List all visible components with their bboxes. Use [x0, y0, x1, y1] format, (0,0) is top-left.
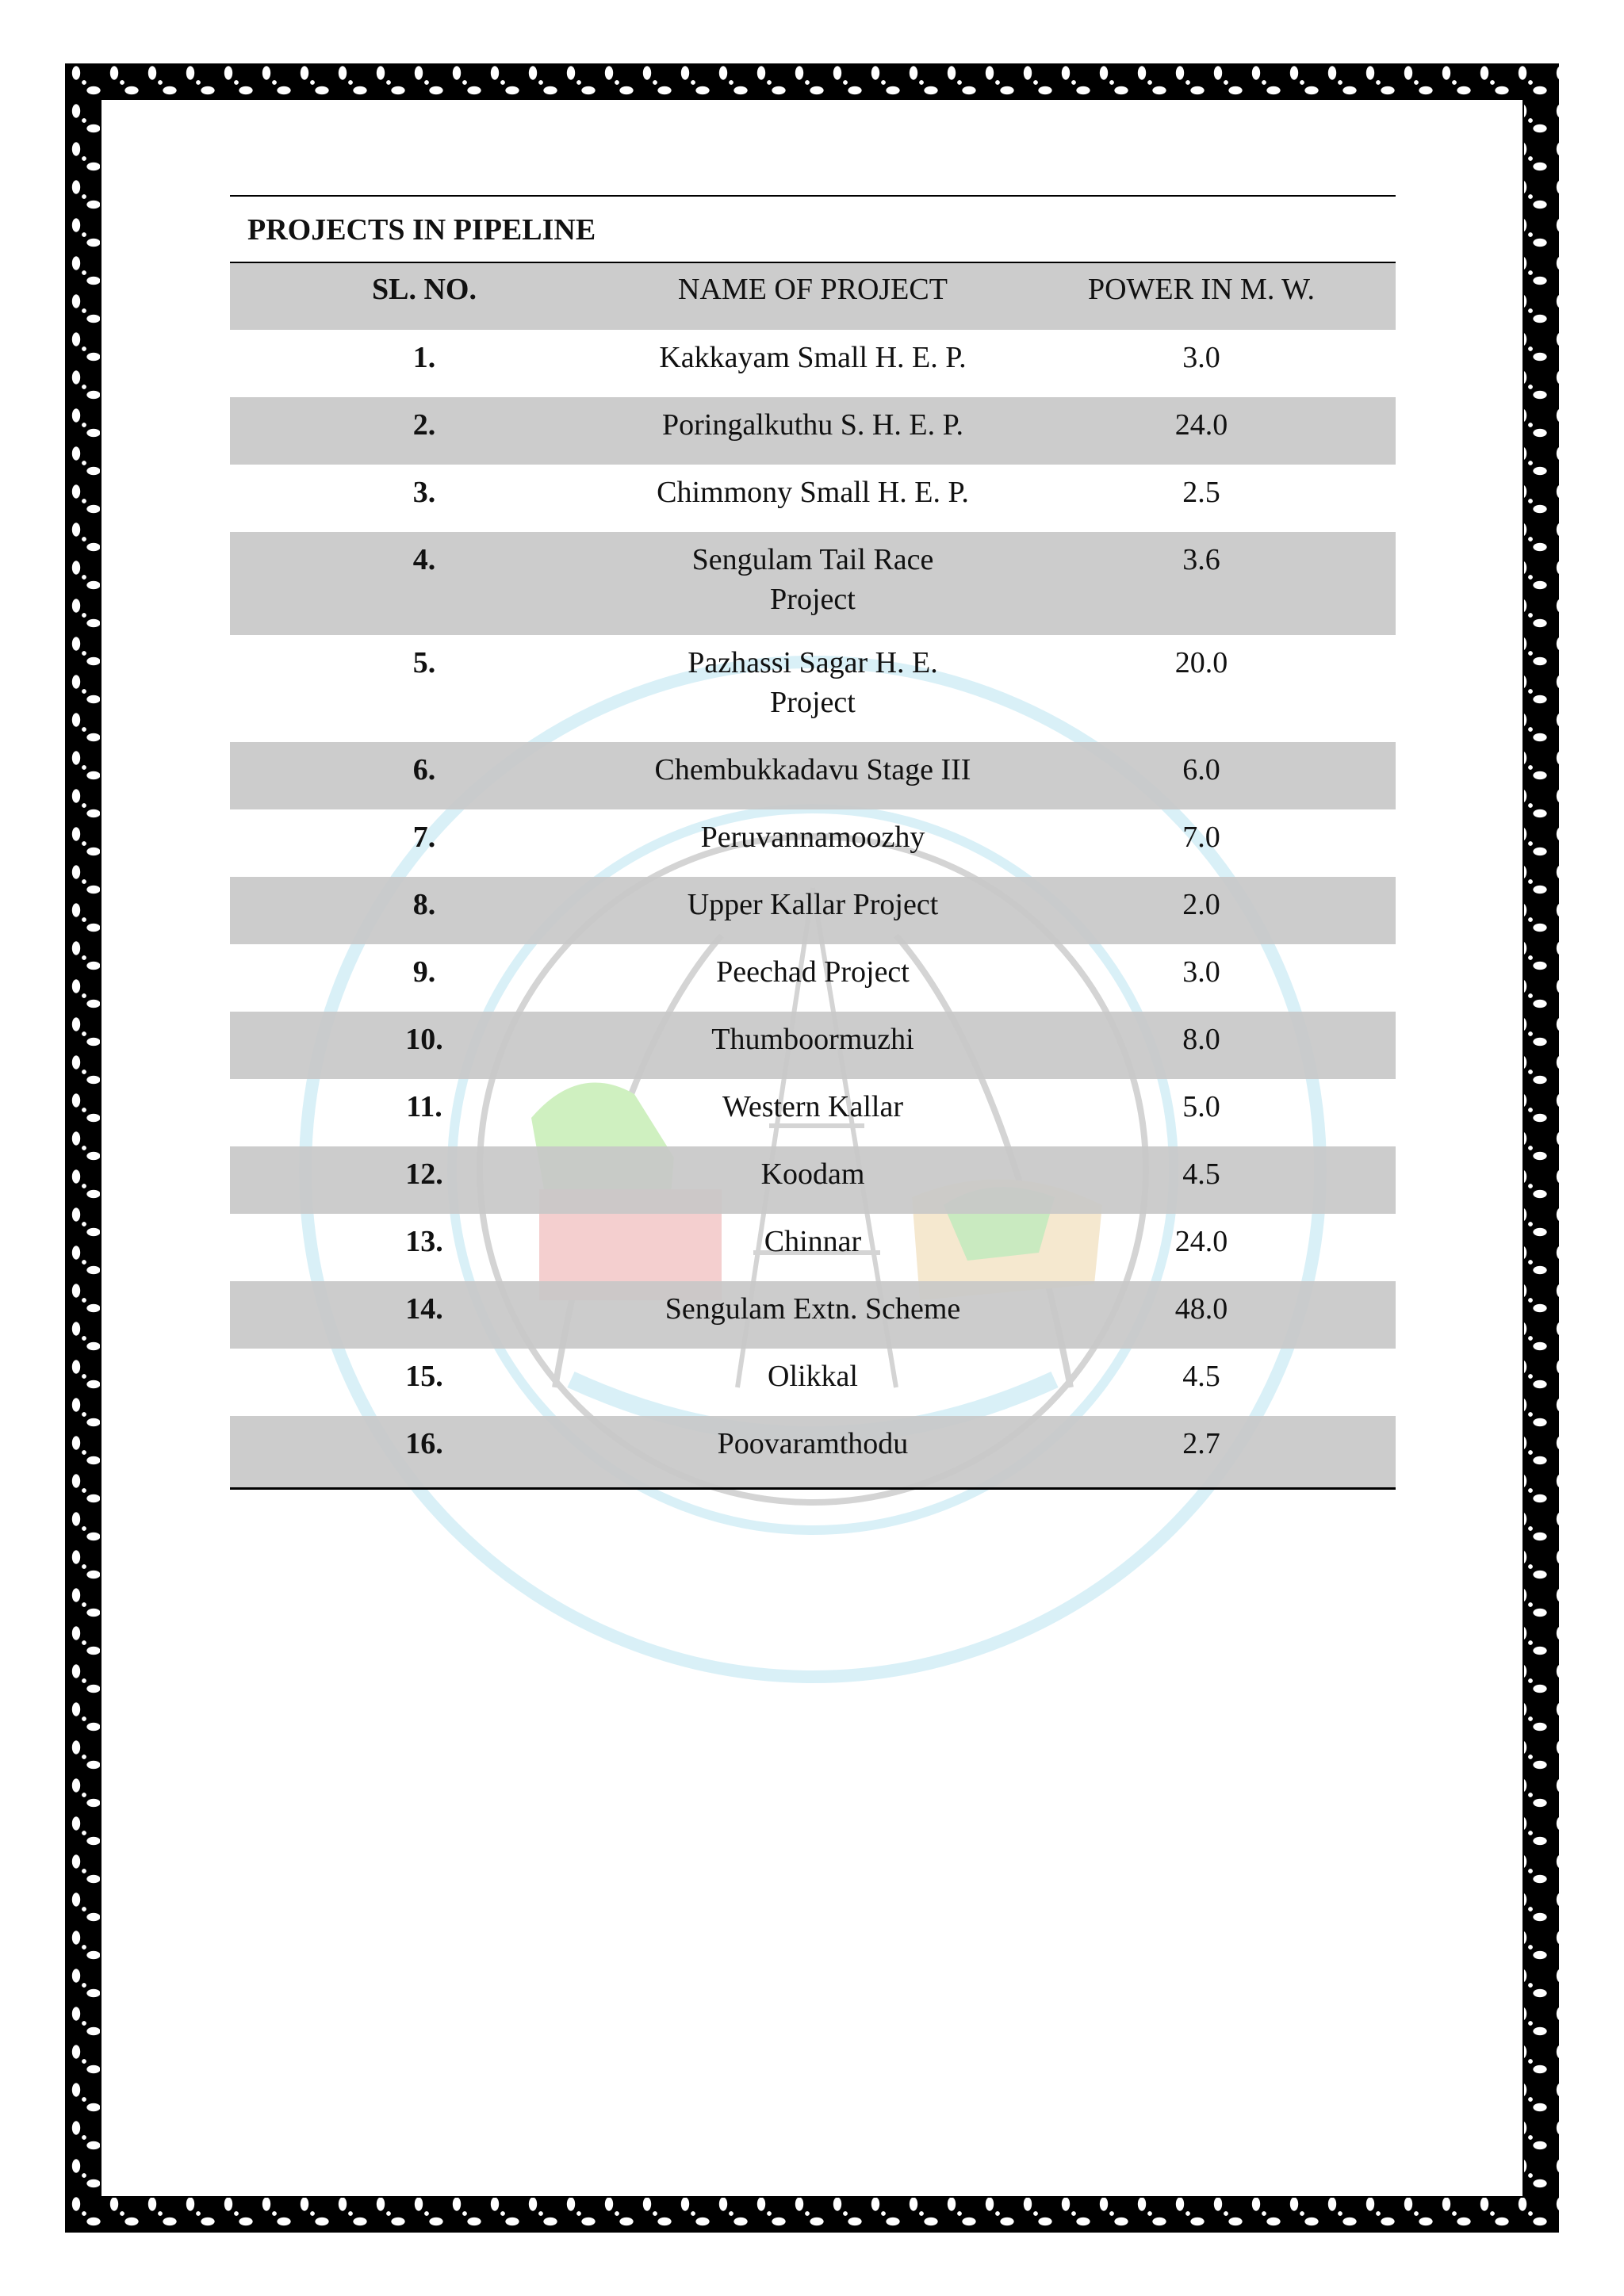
row-power-mw: 20.0 [1174, 646, 1228, 679]
row-project-name: Peruvannamoozhy [700, 821, 925, 854]
row-project-name: Pazhassi Sagar H. E. Project [688, 646, 938, 719]
row-sl-no: 10. [405, 1023, 443, 1056]
table-row [230, 1214, 1396, 1281]
table-row [230, 877, 1396, 944]
row-project-name: Chembukkadavu Stage III [654, 753, 971, 786]
table-row [230, 1012, 1396, 1079]
table-row [230, 742, 1396, 809]
table-row [230, 532, 1396, 635]
row-sl-no: 14. [405, 1292, 443, 1326]
column-header-power: POWER IN M. W. [1087, 273, 1316, 306]
table-row [230, 1416, 1396, 1490]
row-power-mw: 4.5 [1182, 1360, 1220, 1393]
row-sl-no: 13. [405, 1225, 443, 1258]
row-power-mw: 4.5 [1182, 1158, 1220, 1191]
row-sl-no: 8. [412, 888, 436, 921]
row-sl-no: 5. [412, 646, 436, 679]
row-project-name: Western Kallar [722, 1090, 903, 1123]
row-project-name: Sengulam Tail Race Project [691, 543, 934, 616]
row-project-name: Koodam [760, 1158, 865, 1191]
table-header-row [230, 262, 1396, 330]
table-row [230, 465, 1396, 532]
row-power-mw: 48.0 [1174, 1292, 1228, 1326]
row-sl-no: 4. [412, 543, 436, 576]
table-heading: PROJECTS IN PIPELINE [230, 195, 1396, 262]
row-power-mw: 7.0 [1182, 821, 1220, 854]
column-header-name: NAME OF PROJECT [678, 273, 948, 306]
row-project-name: Poovaramthodu [717, 1427, 909, 1460]
row-project-name: Kakkayam Small H. E. P. [659, 341, 967, 374]
row-sl-no: 16. [405, 1427, 443, 1460]
row-project-name: Poringalkuthu S. H. E. P. [661, 408, 964, 442]
row-power-mw: 3.0 [1182, 955, 1220, 989]
row-project-name: Chinnar [764, 1225, 862, 1258]
table-row [230, 635, 1396, 742]
row-project-name: Olikkal [768, 1360, 858, 1393]
row-sl-no: 2. [412, 408, 436, 442]
row-power-mw: 6.0 [1182, 753, 1220, 786]
row-sl-no: 7. [412, 821, 436, 854]
row-sl-no: 15. [405, 1360, 443, 1393]
table-row [230, 944, 1396, 1012]
row-power-mw: 3.6 [1182, 543, 1220, 576]
column-header-sl-no: SL. NO. [372, 273, 477, 306]
row-sl-no: 11. [406, 1090, 442, 1123]
row-power-mw: 2.5 [1182, 476, 1220, 509]
projects-table [230, 195, 1396, 1490]
row-sl-no: 6. [412, 753, 436, 786]
row-sl-no: 1. [412, 341, 436, 374]
row-project-name: Upper Kallar Project [687, 888, 939, 921]
table-row [230, 1281, 1396, 1349]
table-row [230, 1146, 1396, 1214]
table-row [230, 809, 1396, 877]
row-sl-no: 3. [412, 476, 436, 509]
row-power-mw: 8.0 [1182, 1023, 1220, 1056]
row-project-name: Chimmony Small H. E. P. [657, 476, 969, 509]
row-project-name: Thumboormuzhi [711, 1023, 914, 1056]
row-power-mw: 24.0 [1174, 1225, 1228, 1258]
row-power-mw: 3.0 [1182, 341, 1220, 374]
row-sl-no: 12. [405, 1158, 443, 1191]
row-sl-no: 9. [412, 955, 436, 989]
row-project-name: Sengulam Extn. Scheme [665, 1292, 961, 1326]
table-row [230, 1079, 1396, 1146]
row-project-name: Peechad Project [716, 955, 910, 989]
row-power-mw: 24.0 [1174, 408, 1228, 442]
table-row [230, 330, 1396, 397]
table-row [230, 1349, 1396, 1416]
table-row [230, 397, 1396, 465]
row-power-mw: 2.7 [1182, 1427, 1220, 1460]
row-power-mw: 5.0 [1182, 1090, 1220, 1123]
row-power-mw: 2.0 [1182, 888, 1220, 921]
